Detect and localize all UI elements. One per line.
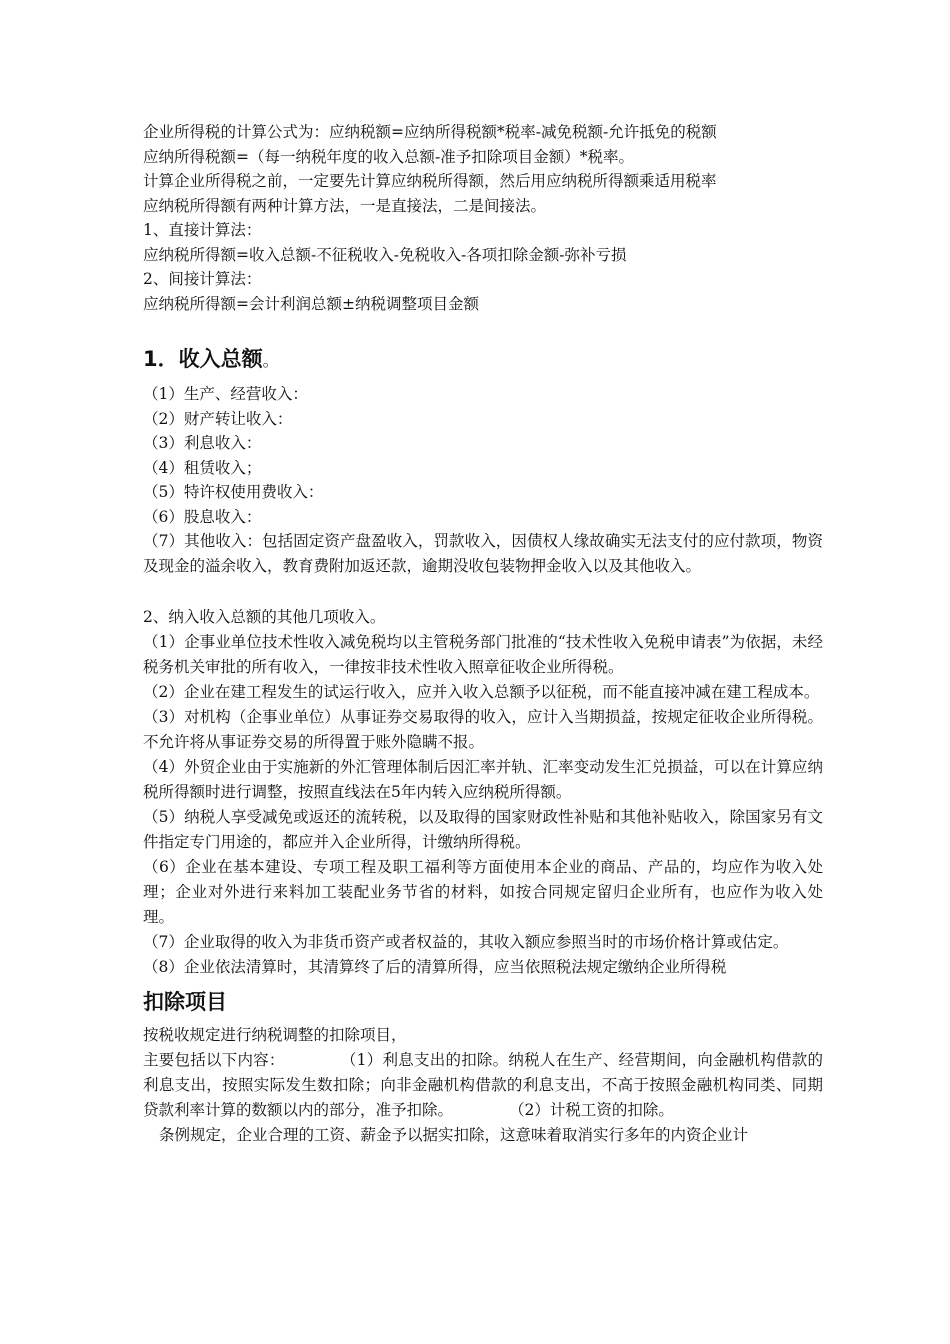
- subsection-title: 2、纳入收入总额的其他几项收入。: [143, 608, 386, 626]
- list-item: （3）对机构（企事业单位）从事证券交易取得的收入，应计入当期损益，按规定征收企业所得税。不允许将从事证券交易的所得置于账外隐瞒不报。: [143, 707, 823, 751]
- paragraph-lead: 主要包括以下内容：: [143, 1050, 285, 1069]
- list-item: （3）利息收入：: [143, 434, 262, 452]
- formula-line: 应纳所得税额=（每一纳税年度的收入总额-准予扣除项目金额）*税率。: [143, 147, 634, 166]
- deductions-intro: 按税收规定进行纳税调整的扣除项目，: [143, 1026, 407, 1044]
- intro-text: 计算企业所得税之前，一定要先计算应纳税所得额，然后用应纳税所得额乘适用税率: [143, 172, 717, 190]
- deductions-block: [143, 1023, 823, 1148]
- paragraph-item: （2）计税工资的扣除。: [509, 1100, 674, 1119]
- method-title: 1、直接计算法：: [143, 221, 262, 239]
- formula-line: 企业所得税的计算公式为：应纳税额=应纳所得税额*税率-减免税额-允许抵免的税额: [143, 123, 717, 141]
- list-item: （1）企事业单位技术性收入减免税均以主管税务部门批准的“技术性收入免税申请表”为依据，未经税务机关审批的所有收入，一律按非技术性收入照章征收企业所得税。: [143, 632, 823, 676]
- list-item: （7）企业取得的收入为非货币资产或者权益的，其收入额应参照当时的市场价格计算或估定。: [143, 932, 789, 951]
- heading-text: 1．收入总额: [143, 347, 263, 371]
- formula-line: 应纳税所得额=收入总额-不征税收入-免税收入-各项扣除金额-弥补亏损: [143, 245, 627, 264]
- list-item: （4）租赁收入；: [143, 458, 262, 477]
- list-item: （4）外贸企业由于实施新的外汇管理体制后因汇率并轨、汇率变动发生汇兑损益，可以在计算应纳税所得额时进行调整，按照直线法在5年内转入应纳税所得额。: [143, 757, 823, 801]
- paragraph-body: （1）利息支出的扣除。纳税人在生产、经营期间，向金融机构借款的利息支出，按照实际发生数扣除；向非金融机构借款的利息支出，不高于按照金融机构同类、同期贷款利率计算的数额以内的部分，准予扣除。: [143, 1050, 823, 1119]
- other-income-block: [143, 605, 823, 979]
- list-item: （5）特许权使用费收入：: [143, 483, 324, 501]
- document-page: [143, 120, 823, 1148]
- section-heading-income: [143, 342, 823, 378]
- list-item: （5）纳税人享受减免或返还的流转税，以及取得的国家财政性补贴和其他补贴收入，除国家另有文件指定专门用途的，都应并入企业所得，计缴纳所得税。: [143, 807, 823, 851]
- deductions-paragraph: 条例规定，企业合理的工资、薪金予以据实扣除，这意味着取消实行多年的内资企业计: [159, 1125, 749, 1144]
- list-item: （8）企业依法清算时，其清算终了后的清算所得，应当依照税法规定缴纳企业所得税: [143, 957, 727, 976]
- formula-line: 应纳税所得额=会计利润总额±纳税调整项目金额: [143, 294, 479, 313]
- heading-tail: 。: [262, 351, 279, 370]
- list-item: （6）企业在基本建设、专项工程及职工福利等方面使用本企业的商品、产品的，均应作为收入处理；企业对外进行来料加工装配业务节省的材料，如按合同规定留归企业所有，也应作为收入处理。: [143, 857, 823, 926]
- income-list: [143, 382, 823, 579]
- section-heading-deductions: 扣除项目: [143, 990, 227, 1014]
- list-item: （2）企业在建工程发生的试运行收入，应并入收入总额予以征税，而不能直接冲减在建工程成本。: [143, 682, 820, 701]
- deductions-paragraph: [143, 1048, 823, 1123]
- list-item: （2）财产转让收入：: [143, 409, 293, 428]
- list-item: （7）其他收入：包括固定资产盘盈收入，罚款收入，因债权人缘故确实无法支付的应付款项，物资及现金的溢余收入，教育费附加返还款，逾期没收包装物押金收入以及其他收入。: [143, 532, 823, 575]
- method-title: 2、间接计算法：: [143, 270, 262, 288]
- list-item: （6）股息收入：: [143, 507, 262, 526]
- list-item: （1）生产、经营收入：: [143, 385, 308, 403]
- intro-text: 应纳税所得额有两种计算方法，一是直接法，二是间接法。: [143, 196, 547, 215]
- intro-block: [143, 120, 823, 316]
